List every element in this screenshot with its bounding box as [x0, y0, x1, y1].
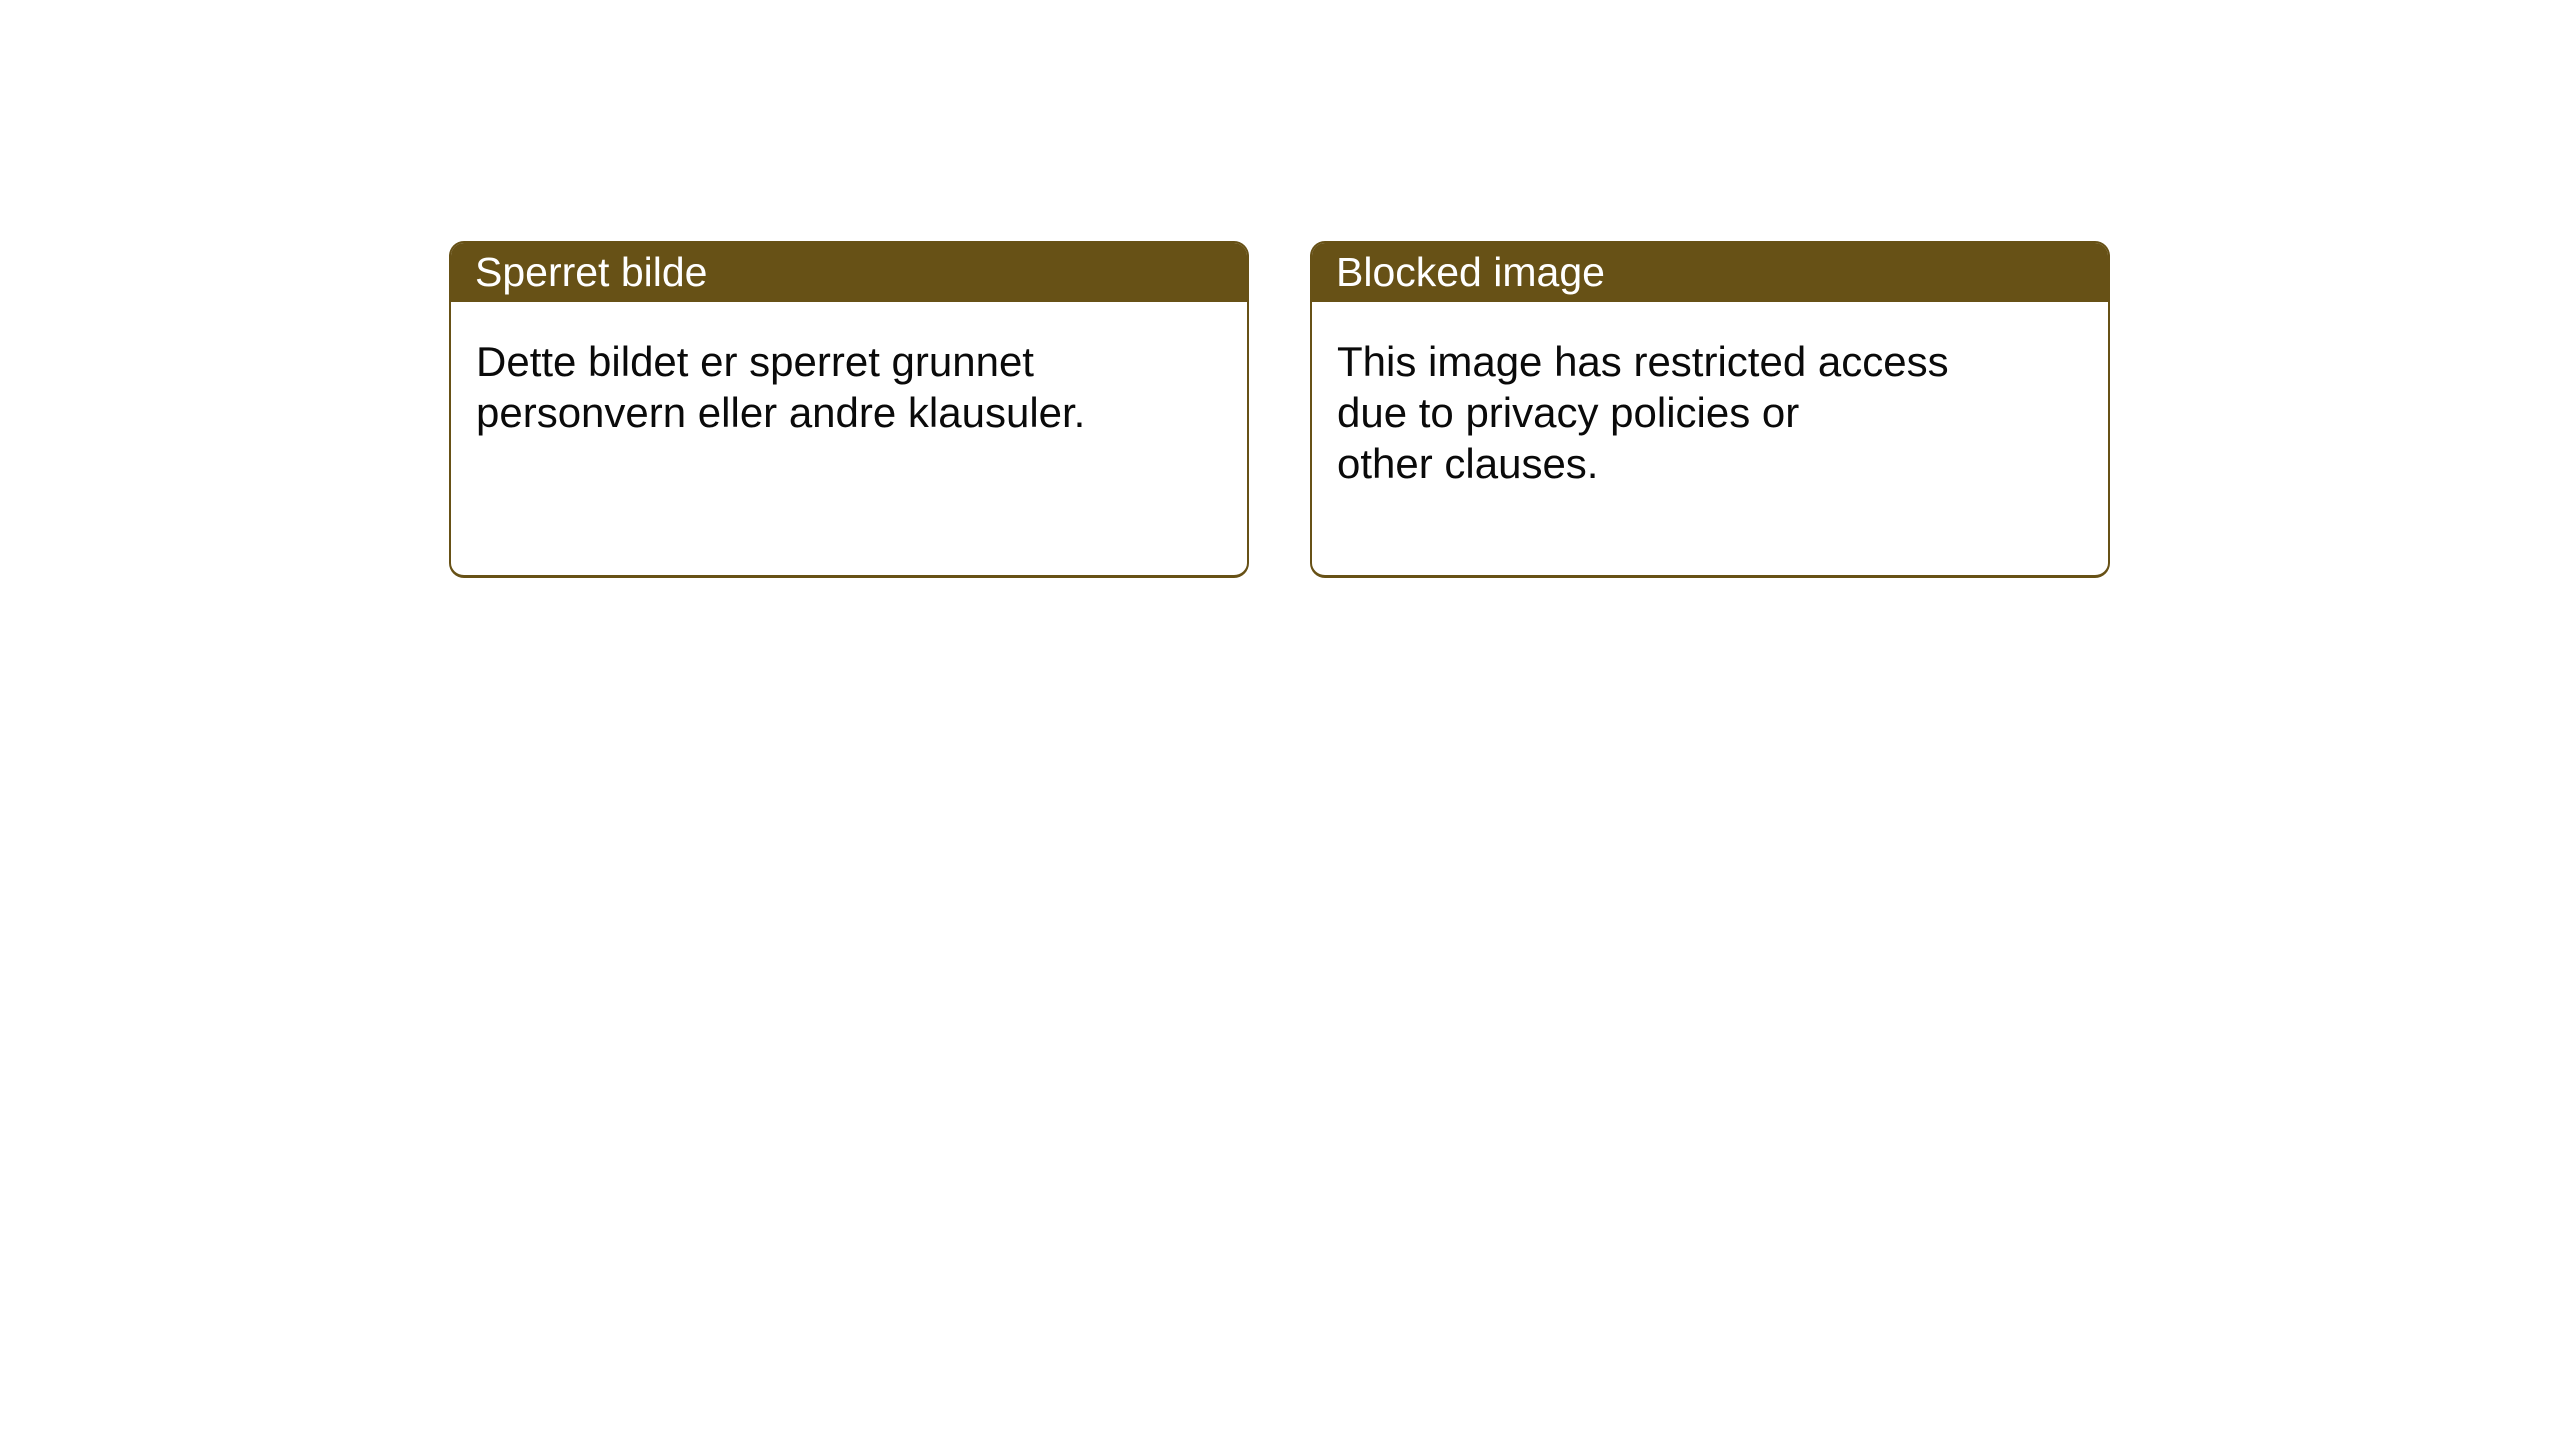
- card-body: [451, 302, 1247, 438]
- blocked-image-card-norwegian: [449, 241, 1249, 578]
- card-header: [1312, 243, 2108, 302]
- card-header: [451, 243, 1247, 302]
- card-body-line: This image has restricted access: [1337, 338, 1949, 385]
- card-body-line: personvern eller andre klausuler.: [476, 389, 1086, 436]
- card-body-line: other clauses.: [1337, 440, 1599, 487]
- card-title: Blocked image: [1336, 249, 1605, 295]
- card-body-line: due to privacy policies or: [1337, 389, 1800, 436]
- card-body-line: Dette bildet er sperret grunnet: [476, 338, 1034, 385]
- card-body: [1312, 302, 2108, 489]
- blocked-image-card-english: [1310, 241, 2110, 578]
- card-title: Sperret bilde: [475, 249, 708, 295]
